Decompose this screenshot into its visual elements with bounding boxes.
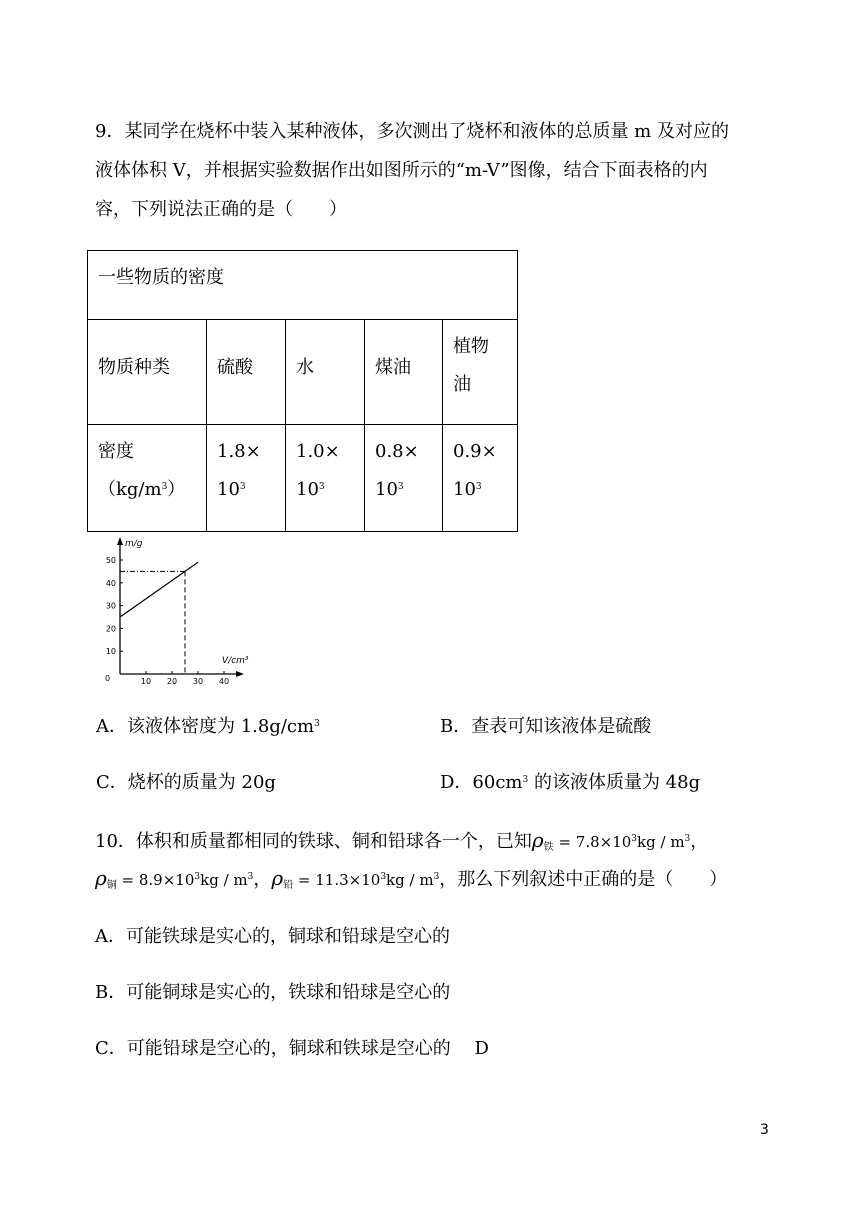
material-sulfuric-acid: 硫酸	[207, 320, 286, 425]
density-sulfuric-acid: 1.8× $10^3$	[207, 425, 286, 532]
question-9-line-3: 容，下列说法正确的是（ ）	[95, 199, 347, 220]
x-axis-label: V/cm³	[222, 656, 249, 666]
table-title: 一些物质的密度	[88, 251, 518, 320]
material-water: 水	[286, 320, 365, 425]
q10-option-b: B．可能铜球是实心的，铁球和铅球是空心的	[95, 982, 451, 1003]
density-kerosene: 0.8× $10^3$	[365, 425, 443, 532]
density-label: 密度	[98, 441, 134, 462]
x-axis-arrow	[236, 671, 244, 677]
q9-option-a: A．该液体密度为 $1.8g/cm^3$	[96, 716, 320, 737]
density-unit: $(kg/m^3)$	[98, 479, 186, 500]
y-axis-label: m/g	[125, 539, 143, 549]
question-10-line-2: $\rho_铜 = 8.9\times 10^3kg / m^3$，$\rho_铅 = 11.3\times 10^3kg / m^3$，那么下列叙述中正确的是（ ）	[95, 866, 728, 891]
origin-label: 0	[105, 674, 111, 683]
density-vegetable-oil: 0.9× $10^3$	[443, 425, 518, 532]
x-tick-label: 10	[140, 677, 152, 686]
density-table	[87, 250, 518, 532]
x-tick-label: 40	[218, 677, 230, 686]
q10-option-a: A．可能铁球是实心的，铜球和铅球是空心的	[95, 926, 450, 947]
header-label: 物质种类	[88, 320, 207, 425]
density-water: 1.0× $10^3$	[286, 425, 365, 532]
q9-option-d: D．$60cm^3$ 的该液体质量为 48g	[440, 772, 701, 793]
y-tick-label: 20	[105, 624, 116, 634]
x-tick-label: 20	[166, 677, 178, 686]
material-kerosene: 煤油	[365, 320, 443, 425]
material-vegetable-oil	[443, 320, 518, 425]
y-tick-label: 50	[105, 556, 116, 565]
page-number: 3	[760, 1122, 769, 1138]
q10-option-c: C．可能铅球是空心的，铜球和铁球是空心的 D	[95, 1038, 489, 1059]
question-9-line-1: 9．某同学在烧杯中装入某种液体，多次测出了烧杯和液体的总质量 m 及对应的	[95, 121, 729, 142]
y-tick-label: 10	[105, 647, 116, 657]
material-vegetable-oil-line1: 植物	[453, 336, 489, 357]
y-tick-label: 40	[105, 578, 116, 588]
question-10-line-1: 10．体积和质量都相同的铁球、铜和铅球各一个，已知$\rho_铁 = 7.8\times 10^3kg / m^3$，	[95, 828, 709, 853]
y-axis-arrow	[117, 537, 123, 545]
q9-option-b: B．查表可知该液体是硫酸	[440, 716, 652, 737]
m-v-graph	[96, 534, 266, 686]
question-9-line-2: 液体体积 V，并根据实验数据作出如图所示的“m-V”图像，结合下面表格的内	[95, 160, 708, 181]
series-line	[120, 562, 198, 617]
x-tick-label: 30	[192, 677, 204, 686]
material-vegetable-oil-line2: 油	[453, 374, 471, 395]
y-tick-label: 30	[105, 601, 116, 611]
density-label-cell	[88, 425, 207, 532]
q9-option-c: C．烧杯的质量为 20g	[96, 772, 276, 793]
